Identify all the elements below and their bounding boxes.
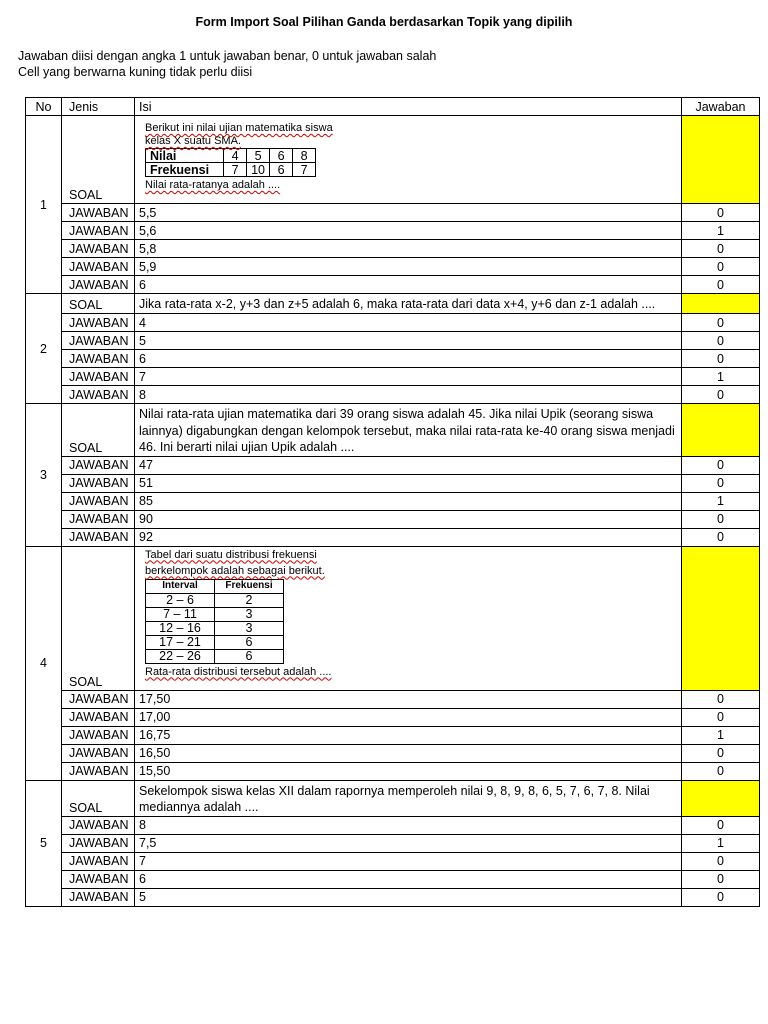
answer-row — [26, 314, 760, 332]
soal-image-cell — [135, 116, 682, 204]
soal-intro-text: kelas X suatu SMA. — [145, 135, 241, 147]
answer-row — [26, 744, 760, 762]
answer-row — [26, 386, 760, 404]
mini-cell: 2 – 6 — [146, 593, 215, 607]
soal-intro-line — [145, 122, 681, 135]
question-number: 3 — [26, 404, 62, 547]
mini-cell: 10 — [247, 163, 270, 177]
answer-isi: 16,75 — [135, 726, 682, 744]
mini-label: Frekuensi — [146, 163, 224, 177]
answer-isi: 8 — [135, 386, 682, 404]
jenis-jawaban-label: JAWABAN — [62, 332, 135, 350]
answer-jawaban-value[interactable]: 0 — [682, 528, 760, 546]
jenis-jawaban-label: JAWABAN — [62, 492, 135, 510]
answer-jawaban-value[interactable]: 0 — [682, 474, 760, 492]
soal-intro-line — [145, 565, 681, 578]
answer-row — [26, 456, 760, 474]
answer-jawaban-value[interactable]: 0 — [682, 386, 760, 404]
answer-isi: 5,8 — [135, 240, 682, 258]
jenis-soal-label: SOAL — [62, 404, 135, 457]
mini-cell: 2 — [215, 593, 284, 607]
answer-isi: 5,6 — [135, 222, 682, 240]
jenis-soal-label: SOAL — [62, 116, 135, 204]
answer-jawaban-value[interactable]: 0 — [682, 762, 760, 780]
answer-jawaban-value[interactable]: 0 — [682, 888, 760, 906]
mini-cell: 4 — [224, 149, 247, 163]
mini-cell: 3 — [215, 607, 284, 621]
jenis-jawaban-label: JAWABAN — [62, 834, 135, 852]
answer-row — [26, 222, 760, 240]
jenis-jawaban-label: JAWABAN — [62, 510, 135, 528]
soal-text: Jika rata-rata x-2, y+3 dan z+5 adalah 6, maka rata-rata dari data x+4, y+6 dan z-1 adalah .... — [135, 294, 682, 314]
mini-cell: 3 — [215, 621, 284, 635]
soal-underline — [350, 203, 682, 204]
answer-row — [26, 350, 760, 368]
question-number: 1 — [26, 116, 62, 294]
answer-row — [26, 762, 760, 780]
jenis-jawaban-label: JAWABAN — [62, 744, 135, 762]
question-number: 4 — [26, 546, 62, 780]
answer-isi: 6 — [135, 350, 682, 368]
jenis-jawaban-label: JAWABAN — [62, 314, 135, 332]
soal-underline — [358, 690, 682, 691]
soal-closing-text: Rata-rata distribusi tersebut adalah .... — [145, 665, 332, 678]
answer-isi: 47 — [135, 456, 682, 474]
mini-cell: 6 — [270, 163, 293, 177]
soal-row — [26, 404, 760, 457]
soal-jawaban-highlight — [682, 294, 760, 314]
mini-row — [146, 163, 316, 177]
jenis-jawaban-label: JAWABAN — [62, 456, 135, 474]
header-isi: Isi — [135, 98, 682, 116]
answer-row — [26, 834, 760, 852]
answer-row — [26, 510, 760, 528]
soal-intro-text: Berikut ini nilai ujian matematika siswa — [145, 122, 333, 134]
question-number: 5 — [26, 780, 62, 906]
soal-closing-line — [145, 666, 681, 679]
mini-header: Interval — [146, 579, 215, 593]
soal-text: Sekelompok siswa kelas XII dalam rapornya memperoleh nilai 9, 8, 9, 8, 6, 5, 7, 6, 7, 8. Nilai mediannya adalah .... — [135, 780, 682, 816]
jenis-soal-label: SOAL — [62, 780, 135, 816]
answer-isi: 15,50 — [135, 762, 682, 780]
soal-row — [26, 294, 760, 314]
jenis-jawaban-label: JAWABAN — [62, 816, 135, 834]
mini-cell: 7 – 11 — [146, 607, 215, 621]
mini-cell: 22 – 26 — [146, 649, 215, 663]
answer-jawaban-value[interactable]: 0 — [682, 744, 760, 762]
answer-isi: 85 — [135, 492, 682, 510]
answer-jawaban-value[interactable]: 1 — [682, 368, 760, 386]
answer-isi: 5 — [135, 888, 682, 906]
answer-jawaban-value[interactable]: 0 — [682, 240, 760, 258]
soal-intro-text: berkelompok adalah sebagai berikut. — [145, 564, 325, 577]
mini-row — [146, 649, 284, 663]
header-row — [26, 98, 760, 116]
mini-cell: 17 – 21 — [146, 635, 215, 649]
answer-isi: 7 — [135, 368, 682, 386]
answer-row — [26, 240, 760, 258]
jenis-jawaban-label: JAWABAN — [62, 350, 135, 368]
answer-jawaban-value[interactable]: 1 — [682, 834, 760, 852]
answer-jawaban-value[interactable]: 0 — [682, 258, 760, 276]
jenis-jawaban-label: JAWABAN — [62, 762, 135, 780]
answer-row — [26, 870, 760, 888]
soal-intro-line — [145, 549, 681, 562]
answer-row — [26, 204, 760, 222]
soal-intro-line — [145, 135, 681, 148]
jenis-jawaban-label: JAWABAN — [62, 222, 135, 240]
mini-row — [146, 149, 316, 163]
soal-image-cell — [135, 546, 682, 690]
questions-table — [25, 97, 760, 907]
answer-isi: 92 — [135, 528, 682, 546]
header-no: No — [26, 98, 62, 116]
answer-isi: 17,00 — [135, 708, 682, 726]
answer-row — [26, 708, 760, 726]
header-jenis: Jenis — [62, 98, 135, 116]
mini-cell: 7 — [293, 163, 316, 177]
answer-isi: 5,5 — [135, 204, 682, 222]
answer-row — [26, 332, 760, 350]
mini-row — [146, 593, 284, 607]
answer-isi: 4 — [135, 314, 682, 332]
jenis-soal-label: SOAL — [62, 546, 135, 690]
mini-cell: 7 — [224, 163, 247, 177]
answer-jawaban-value[interactable]: 0 — [682, 204, 760, 222]
answer-jawaban-value[interactable]: 0 — [682, 690, 760, 708]
jenis-jawaban-label: JAWABAN — [62, 726, 135, 744]
answer-row — [26, 528, 760, 546]
answer-jawaban-value[interactable]: 0 — [682, 852, 760, 870]
instruction-line: Cell yang berwarna kuning tidak perlu diisi — [18, 65, 253, 79]
answer-row — [26, 726, 760, 744]
answer-isi: 5,9 — [135, 258, 682, 276]
answer-jawaban-value[interactable]: 1 — [682, 726, 760, 744]
answer-row — [26, 258, 760, 276]
answer-isi: 6 — [135, 870, 682, 888]
soal-image — [135, 547, 681, 679]
soal-jawaban-highlight — [682, 780, 760, 816]
mini-cell: 6 — [270, 149, 293, 163]
answer-row — [26, 690, 760, 708]
jenis-jawaban-label: JAWABAN — [62, 368, 135, 386]
mini-header-row — [146, 579, 284, 593]
answer-jawaban-value[interactable]: 1 — [682, 492, 760, 510]
interval-frekuensi-table — [145, 579, 284, 664]
answer-row — [26, 492, 760, 510]
answer-row — [26, 276, 760, 294]
answer-jawaban-value[interactable]: 0 — [682, 510, 760, 528]
jenis-soal-label: SOAL — [62, 294, 135, 314]
answer-isi: 7 — [135, 852, 682, 870]
soal-image — [135, 116, 681, 192]
mini-row — [146, 607, 284, 621]
answer-jawaban-value[interactable]: 1 — [682, 222, 760, 240]
soal-intro-text: Tabel dari suatu distribusi frekuensi — [145, 548, 317, 561]
answer-jawaban-value[interactable]: 0 — [682, 314, 760, 332]
page-title: Form Import Soal Pilihan Ganda berdasarkan Topik yang dipilih — [195, 15, 573, 29]
soal-jawaban-highlight — [682, 116, 760, 204]
mini-cell: 5 — [247, 149, 270, 163]
nilai-frekuensi-table — [145, 148, 316, 177]
answer-jawaban-value[interactable]: 0 — [682, 708, 760, 726]
soal-row — [26, 780, 760, 816]
answer-isi: 51 — [135, 474, 682, 492]
answer-row — [26, 474, 760, 492]
jenis-jawaban-label: JAWABAN — [62, 888, 135, 906]
question-number: 2 — [26, 294, 62, 404]
jenis-jawaban-label: JAWABAN — [62, 240, 135, 258]
jenis-jawaban-label: JAWABAN — [62, 852, 135, 870]
jenis-jawaban-label: JAWABAN — [62, 708, 135, 726]
jenis-jawaban-label: JAWABAN — [62, 204, 135, 222]
answer-isi: 17,50 — [135, 690, 682, 708]
mini-row — [146, 621, 284, 635]
jenis-jawaban-label: JAWABAN — [62, 276, 135, 294]
answer-isi: 16,50 — [135, 744, 682, 762]
jenis-jawaban-label: JAWABAN — [62, 258, 135, 276]
mini-header: Frekuensi — [215, 579, 284, 593]
answer-row — [26, 852, 760, 870]
answer-isi: 8 — [135, 816, 682, 834]
answer-isi: 90 — [135, 510, 682, 528]
answer-jawaban-value[interactable]: 0 — [682, 870, 760, 888]
jenis-jawaban-label: JAWABAN — [62, 386, 135, 404]
answer-row — [26, 888, 760, 906]
soal-closing-text: Nilai rata-ratanya adalah .... — [145, 179, 281, 191]
answer-isi: 7,5 — [135, 834, 682, 852]
answer-jawaban-value[interactable]: 0 — [682, 276, 760, 294]
mini-cell: 6 — [215, 635, 284, 649]
soal-closing-line — [145, 179, 681, 192]
soal-jawaban-highlight — [682, 546, 760, 690]
mini-label: Nilai — [146, 149, 224, 163]
answer-isi: 5 — [135, 332, 682, 350]
answer-jawaban-value[interactable]: 0 — [682, 350, 760, 368]
answer-jawaban-value[interactable]: 0 — [682, 816, 760, 834]
answer-row — [26, 816, 760, 834]
answer-row — [26, 368, 760, 386]
mini-cell: 8 — [293, 149, 316, 163]
soal-row — [26, 116, 760, 204]
header-jawaban: Jawaban — [682, 98, 760, 116]
answer-jawaban-value[interactable]: 0 — [682, 332, 760, 350]
instruction-line: Jawaban diisi dengan angka 1 untuk jawaban benar, 0 untuk jawaban salah — [18, 49, 437, 63]
jenis-jawaban-label: JAWABAN — [62, 690, 135, 708]
jenis-jawaban-label: JAWABAN — [62, 474, 135, 492]
answer-jawaban-value[interactable]: 0 — [682, 456, 760, 474]
mini-cell: 12 – 16 — [146, 621, 215, 635]
mini-cell: 6 — [215, 649, 284, 663]
answer-isi: 6 — [135, 276, 682, 294]
jenis-jawaban-label: JAWABAN — [62, 870, 135, 888]
soal-text: Nilai rata-rata ujian matematika dari 39 orang siswa adalah 45. Jika nilai Upik (seorang siswa lainnya) digabungkan dengan kelompok tersebut, maka nilai rata-rata ke-40 orang siswa menjadi 46. Ini berarti nilai ujian Upik adalah .... — [135, 404, 682, 457]
soal-row — [26, 546, 760, 690]
jenis-jawaban-label: JAWABAN — [62, 528, 135, 546]
soal-jawaban-highlight — [682, 404, 760, 457]
mini-row — [146, 635, 284, 649]
